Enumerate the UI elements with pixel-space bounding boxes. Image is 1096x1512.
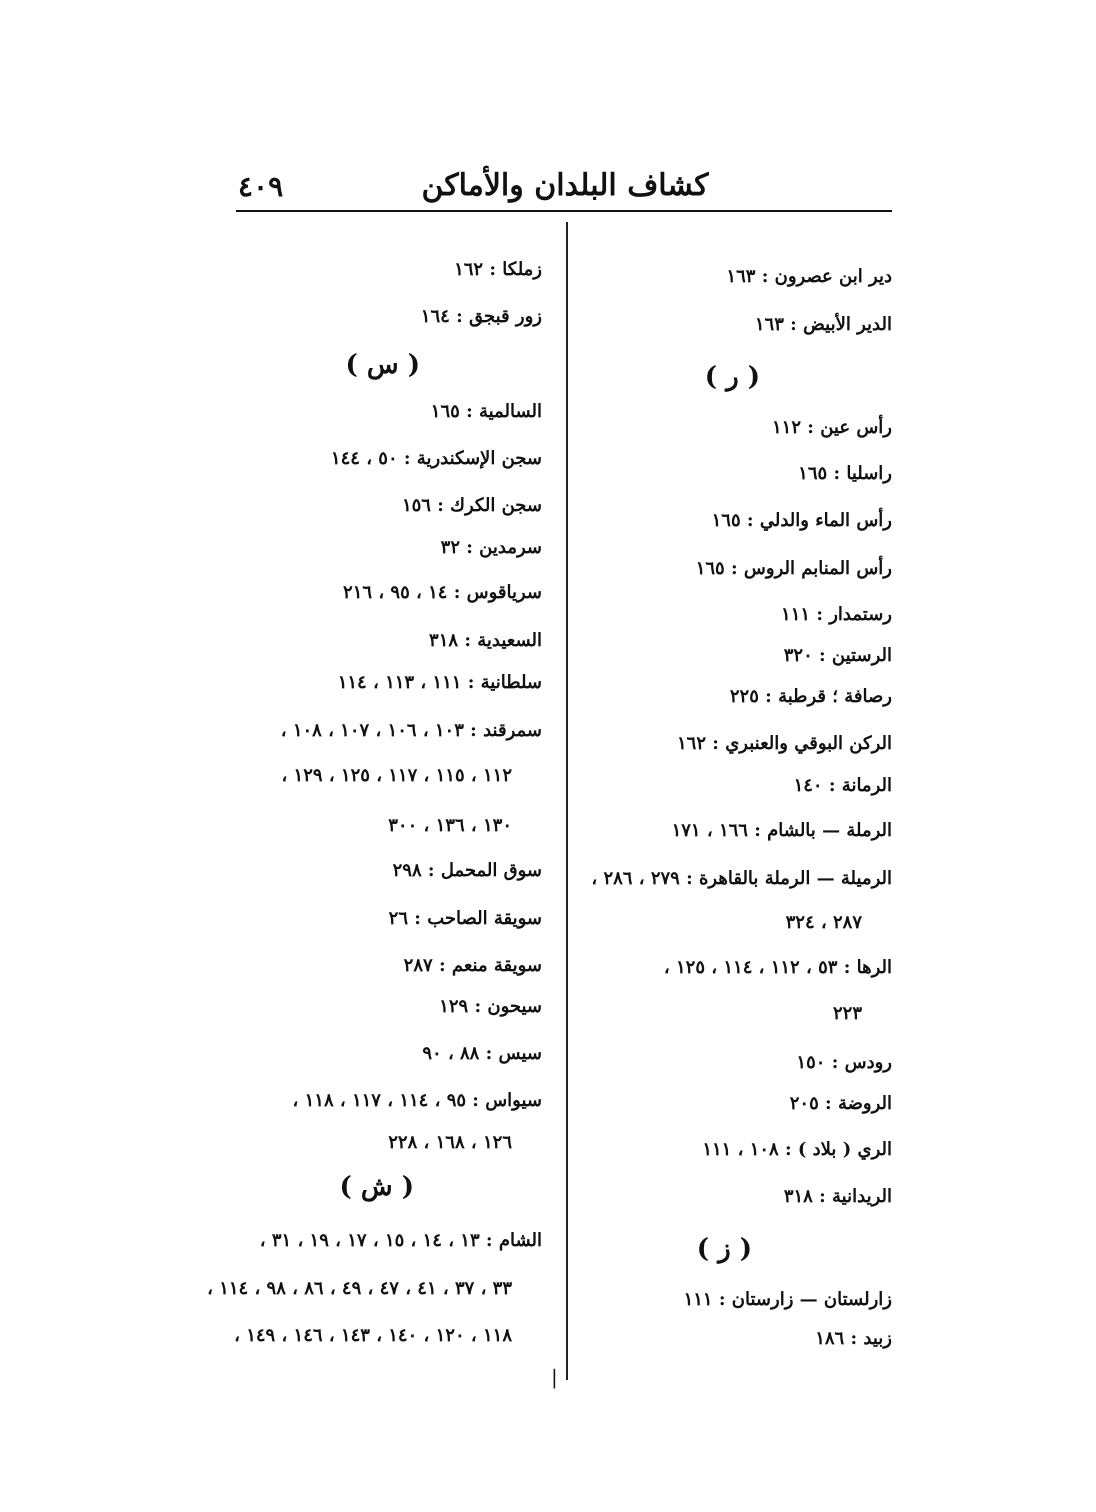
index-entry: الرمانة : ١٤٠ [793,775,892,796]
index-entry: الرستين : ٣٢٠ [783,645,892,666]
index-entry: سلطانية : ١١١ ، ١١٣ ، ١١٤ [337,672,542,693]
index-entry: زملكا : ١٦٢ [454,259,542,280]
index-entry: سيواس : ٩٥ ، ١١٤ ، ١١٧ ، ١١٨ ، [292,1090,542,1111]
index-entry: زارلستان — زارستان : ١١١ [683,1289,892,1310]
index-entry-continued: ١١٢ ، ١١٥ ، ١١٧ ، ١٢٥ ، ١٢٩ ، [281,765,512,786]
index-entry: الدير الأبيض : ١٦٣ [754,314,892,335]
index-entry: راسليا : ١٦٥ [798,463,892,484]
section-heading-ra: ( ر ) [704,362,760,392]
index-entry: رصافة ؛ قرطبة : ٢٢٥ [729,686,892,707]
index-entry: رأس الماء والدلي : ١٦٥ [711,510,892,531]
index-entry: رأس عين : ١١٢ [772,417,892,438]
index-entry-continued: ٢٢٣ [832,1003,862,1024]
index-entry: رستمدار : ١١١ [781,604,892,625]
index-entry: دير ابن عصرون : ١٦٣ [726,266,892,287]
index-entry: الركن البوقي والعنبري : ١٦٢ [677,733,892,754]
header-rule [236,210,892,212]
index-entry: الري ( بلاد ) : ١٠٨ ، ١١١ [702,1139,892,1160]
index-entry: سمرقند : ١٠٣ ، ١٠٦ ، ١٠٧ ، ١٠٨ ، [280,720,542,741]
index-entry: زور قبجق : ١٦٤ [420,306,542,327]
page-number: ٤٠٩ [238,170,284,203]
section-heading-shin: ( ش ) [339,1172,414,1202]
index-entry: السعيدية : ٣١٨ [429,630,542,651]
index-entry: الريدانية : ٣١٨ [783,1186,892,1207]
index-entry: الروضة : ٢٠٥ [789,1093,892,1114]
index-entry: سجن الإسكندرية : ٥٠ ، ١٤٤ [330,448,542,469]
index-entry-continued: ٣٣ ، ٣٧ ، ٤١ ، ٤٧ ، ٤٩ ، ٨٦ ، ٩٨ ، ١١٤ ، [207,1278,512,1299]
print-mark: | [551,1365,558,1389]
index-entry: سجن الكرك : ١٥٦ [401,495,542,516]
column-divider [566,222,568,1380]
index-entry-continued: ١١٨ ، ١٢٠ ، ١٤٠ ، ١٤٣ ، ١٤٦ ، ١٤٩ ، [234,1325,512,1346]
index-entry-continued: ١٢٦ ، ١٦٨ ، ٢٢٨ [388,1132,512,1153]
index-entry: الرملة — بالشام : ١٦٦ ، ١٧١ [671,820,892,841]
section-heading-sin: ( س ) [345,350,420,380]
index-entry: سرمدين : ٣٢ [440,537,542,558]
index-entry: سويقة منعم : ٢٨٧ [403,955,542,976]
index-entry: سرياقوس : ١٤ ، ٩٥ ، ٢١٦ [343,582,542,603]
index-entry: رودس : ١٥٠ [796,1052,892,1073]
index-entry: رأس المنابم الروس : ١٦٥ [695,558,892,579]
section-heading-zay: ( ز ) [696,1234,752,1264]
index-entry: سيس : ٨٨ ، ٩٠ [422,1043,542,1064]
index-entry: زبيد : ١٨٦ [815,1328,892,1349]
index-entry: الرميلة — الرملة بالقاهرة : ٢٧٩ ، ٢٨٦ ، [591,868,892,889]
index-entry: سيحون : ١٢٩ [439,996,542,1017]
index-entry: سوق المحمل : ٢٩٨ [392,860,542,881]
index-entry-continued: ١٣٠ ، ١٣٦ ، ٣٠٠ [388,815,512,836]
index-entry: سويقة الصاحب : ٢٦ [388,908,542,929]
index-entry-continued: ٢٨٧ ، ٣٢٤ [785,912,862,933]
index-entry: السالمية : ١٦٥ [430,401,542,422]
header-title: كشاف البلدان والأماكن [421,168,709,203]
index-entry: الشام : ١٣ ، ١٤ ، ١٥ ، ١٧ ، ١٩ ، ٣١ ، [259,1230,542,1251]
index-entry: الرها : ٥٣ ، ١١٢ ، ١١٤ ، ١٢٥ ، [663,957,892,978]
